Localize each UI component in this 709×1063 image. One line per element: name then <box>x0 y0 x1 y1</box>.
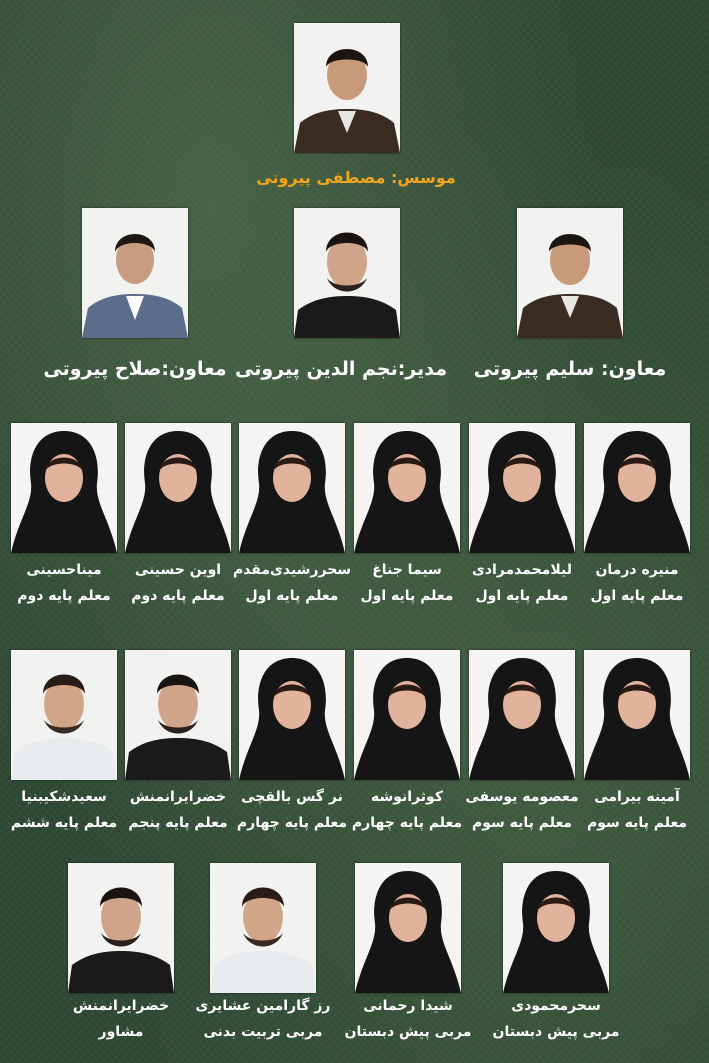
row3-role-2: مربی پیش دبستان <box>344 1024 472 1040</box>
row1-role-1: معلم پایه اول <box>590 588 684 604</box>
row1-name-5: اوین حسینی <box>134 562 222 578</box>
row2-photo-1 <box>584 650 690 780</box>
deputy-name-left: معاون:صلاح پیروتی <box>43 358 227 380</box>
row2-role-1: معلم پایه سوم <box>586 815 688 831</box>
row1-photo-1 <box>584 423 690 553</box>
row3-role-4: مشاور <box>98 1024 144 1040</box>
deputy-name-right: معاون: سلیم پیروتی <box>473 358 667 380</box>
row3-photo-3 <box>210 863 316 993</box>
row2-role-5: معلم پایه پنجم <box>128 815 228 831</box>
row2-role-6: معلم پایه ششم <box>10 815 118 831</box>
row1-photo-5 <box>125 423 231 553</box>
row1-name-6: میناحسینی <box>26 562 102 578</box>
row1-name-1: منیره درمان <box>595 562 679 578</box>
row1-role-3: معلم پایه اول <box>360 588 454 604</box>
row2-name-1: آمینه بیرامی <box>594 789 680 805</box>
row1-name-2: لیلامحمدمرادی <box>471 562 573 578</box>
deputy-photo-right <box>517 208 623 338</box>
row1-photo-6 <box>11 423 117 553</box>
row2-name-3: کوثرانوشه <box>371 789 443 805</box>
founder-label: موسس: مصطفی پیروتی <box>256 168 456 187</box>
row3-photo-4 <box>68 863 174 993</box>
row1-name-4: سحررشیدی‌مقدم <box>232 562 352 578</box>
row2-photo-5 <box>125 650 231 780</box>
row3-name-1: سحرمحمودی <box>511 998 601 1014</box>
row2-name-5: خضرایرانمنش <box>129 789 227 805</box>
principal-name: مدیر:نجم الدین پیروتی <box>235 358 447 380</box>
row1-photo-2 <box>469 423 575 553</box>
principal-photo <box>294 208 400 338</box>
row3-name-3: رز گارامین عشایری <box>195 998 331 1014</box>
deputy-photo-left <box>82 208 188 338</box>
row1-role-6: معلم پایه دوم <box>17 588 111 604</box>
row3-role-3: مربی تربیت بدنی <box>203 1024 323 1040</box>
row2-role-2: معلم پایه سوم <box>471 815 573 831</box>
row1-photo-4 <box>239 423 345 553</box>
row2-role-4: معلم پایه چهارم <box>236 815 348 831</box>
row2-role-3: معلم پایه چهارم <box>351 815 463 831</box>
row2-photo-2 <box>469 650 575 780</box>
row3-name-4: خضرایرانمنش <box>72 998 170 1014</box>
row2-photo-4 <box>239 650 345 780</box>
row1-photo-3 <box>354 423 460 553</box>
row3-role-1: مربی پیش دبستان <box>492 1024 620 1040</box>
row3-photo-1 <box>503 863 609 993</box>
row2-name-4: نر گس بالقچی <box>241 789 343 805</box>
row2-photo-3 <box>354 650 460 780</box>
founder-photo <box>294 23 400 153</box>
row1-name-3: سیما جناغ <box>372 562 442 578</box>
row3-name-2: شیدا رحمانی <box>363 998 453 1014</box>
row1-role-2: معلم پایه اول <box>475 588 569 604</box>
row2-photo-6 <box>11 650 117 780</box>
row3-photo-2 <box>355 863 461 993</box>
row2-name-2: معصومه یوسفی <box>465 789 579 805</box>
row2-name-6: سعیدشکیبنیا <box>21 789 107 805</box>
row1-role-5: معلم پایه دوم <box>131 588 225 604</box>
row1-role-4: معلم پایه اول <box>245 588 339 604</box>
